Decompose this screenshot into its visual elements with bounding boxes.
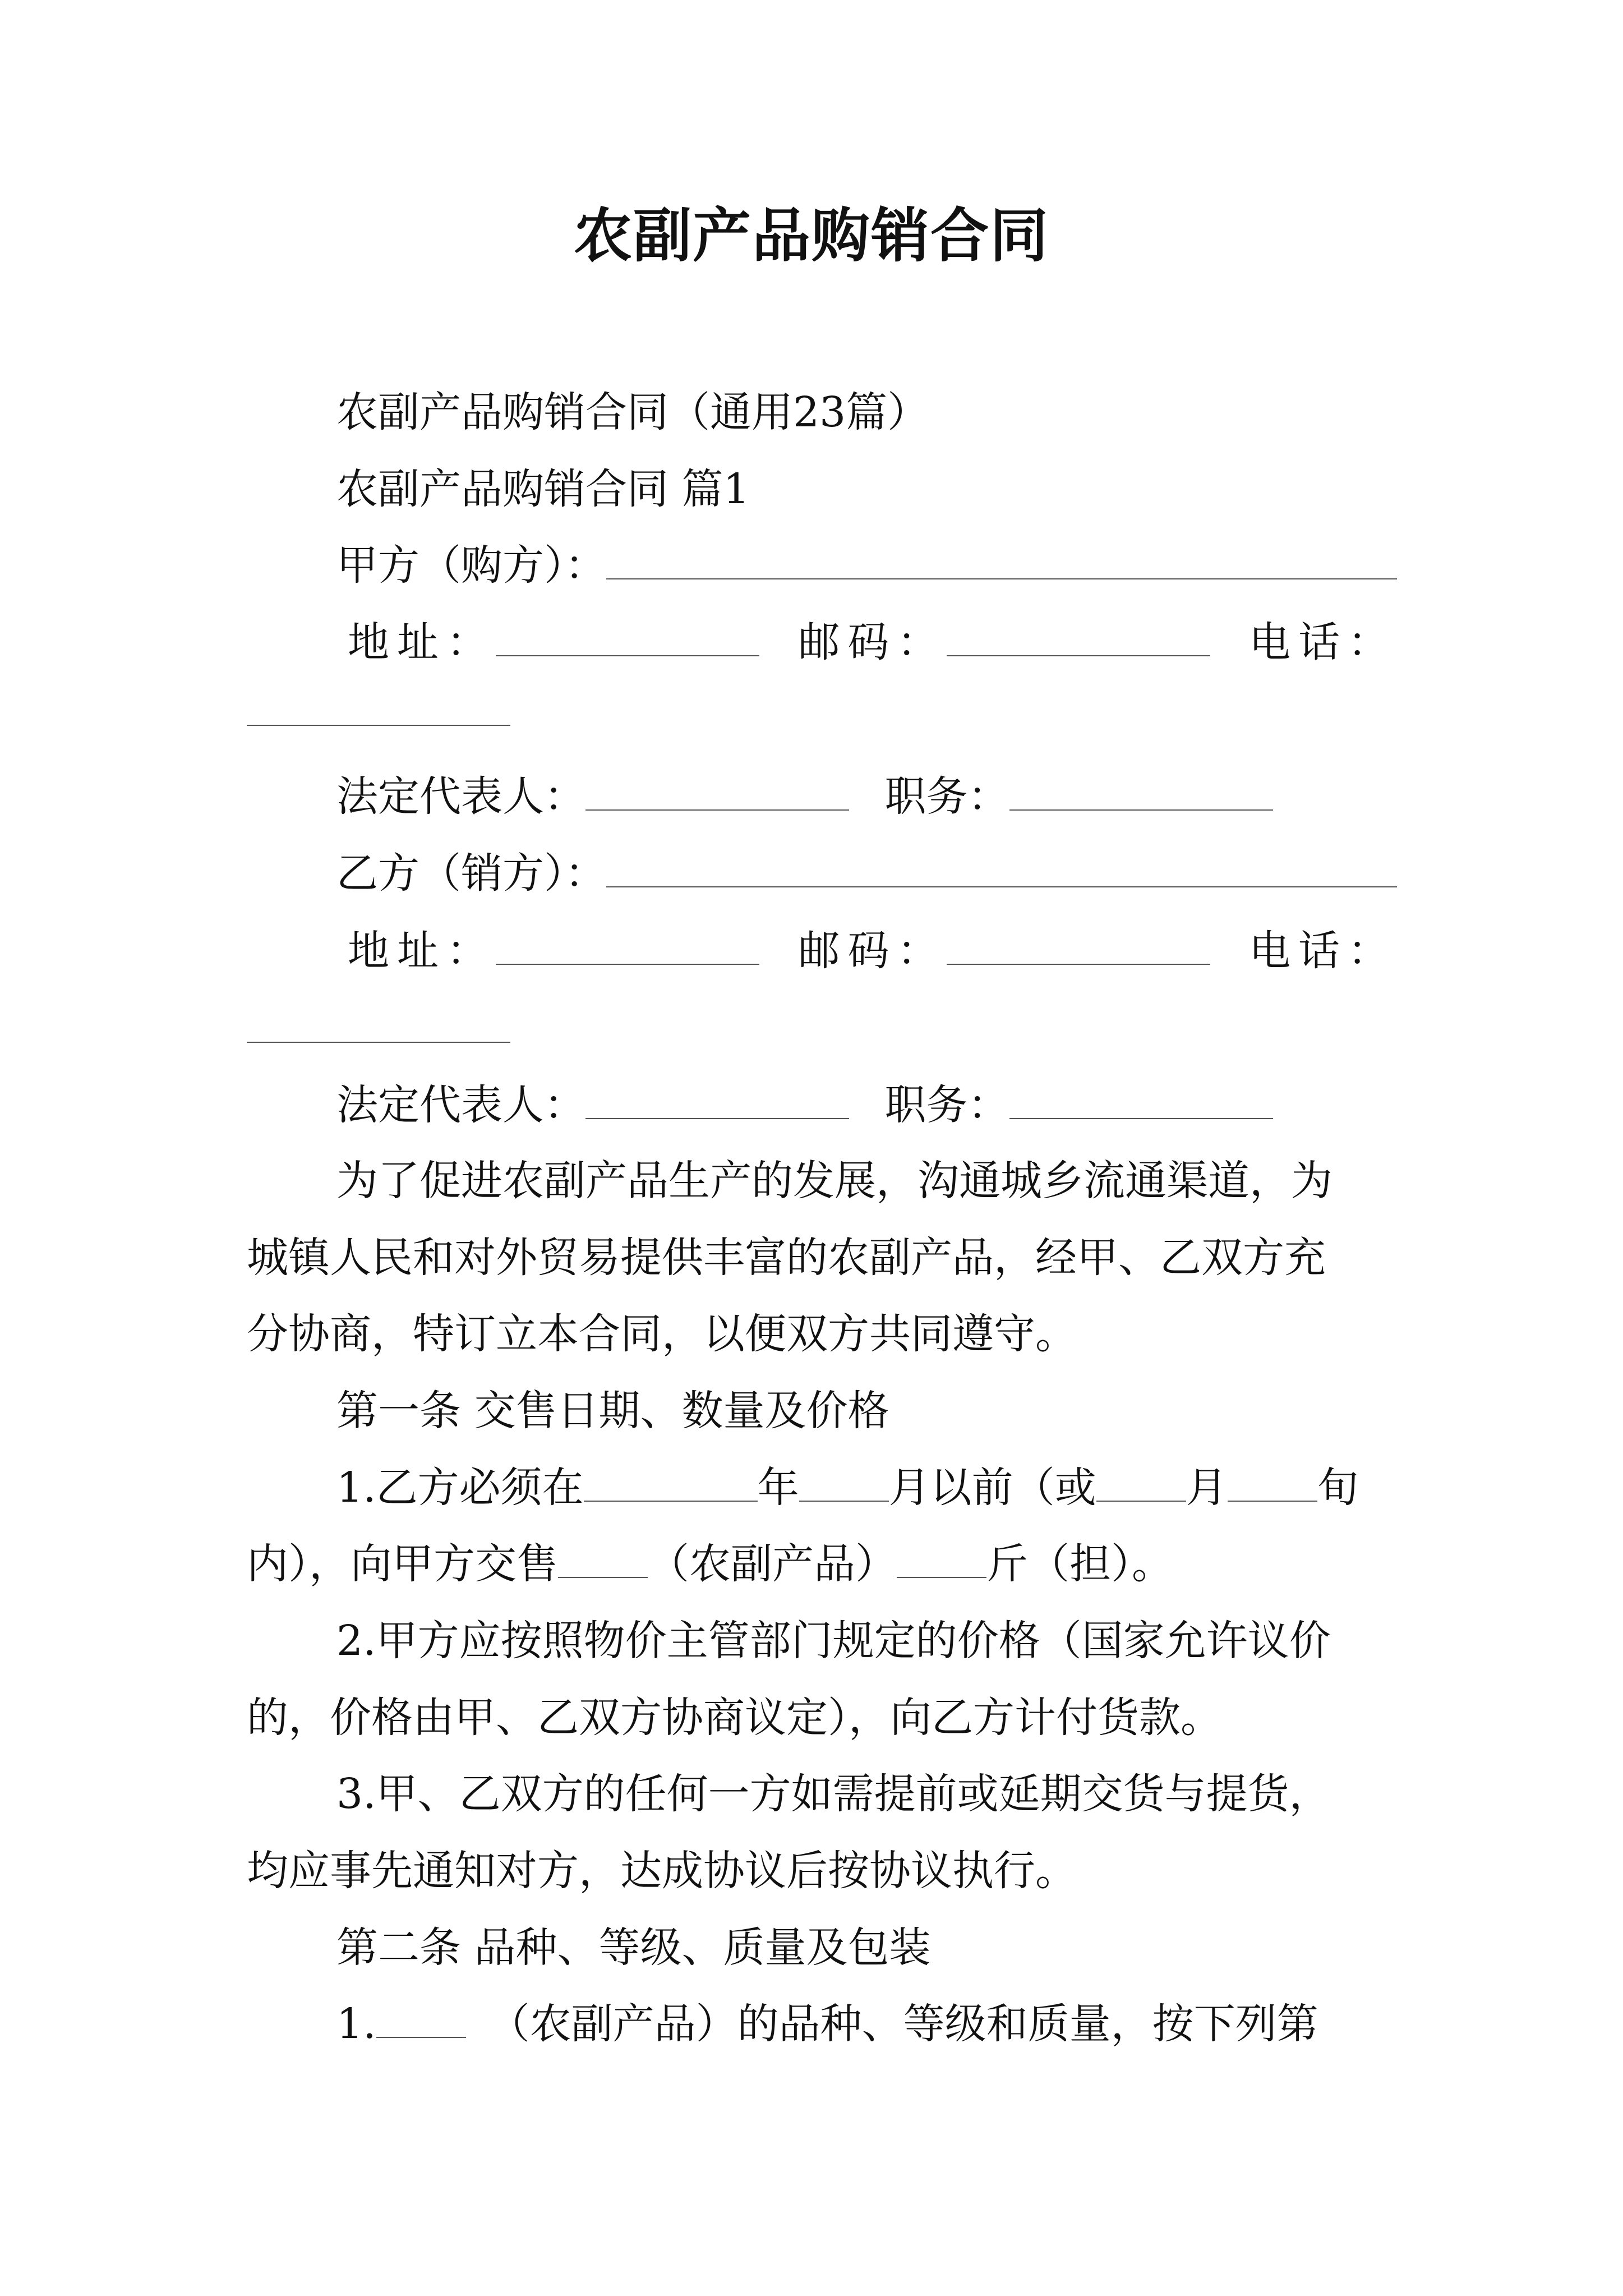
article-1-clause-1-line-2 — [247, 1536, 1402, 1592]
address-label: 地址： — [348, 618, 496, 666]
legal-rep-blank — [585, 1079, 849, 1119]
section-heading: 农副产品购销合同 篇1 — [336, 465, 750, 513]
clause-text: （农副产品） — [648, 1540, 897, 1588]
position-blank — [1009, 1079, 1273, 1119]
phone-blank-continued — [247, 1041, 510, 1043]
clause-text: 年 — [757, 1464, 799, 1512]
phone-blank-continued — [247, 724, 510, 726]
phone-label: 电话： — [1249, 927, 1398, 975]
product-blank — [376, 2003, 466, 2038]
party-b-line — [336, 845, 1402, 901]
article-1-clause-3-line-2: 均应事先通知对方，达成协议后按协议执行。 — [247, 1847, 1077, 1895]
year-blank — [584, 1467, 758, 1502]
article-1-clause-2-line-2: 的，价格由甲、乙双方协商议定），向乙方计付货款。 — [247, 1694, 1222, 1742]
article-2-title: 第二条 品种、等级、质量及包装 — [336, 1924, 931, 1972]
quantity-blank — [897, 1543, 986, 1578]
article-1-title: 第一条 交售日期、数量及价格 — [336, 1387, 889, 1435]
postcode-label: 邮码： — [798, 618, 947, 666]
article-1-clause-2-line-1: 2.甲方应按照物价主管部门规定的价格（国家允许议价 — [336, 1617, 1331, 1665]
legal-rep-label: 法定代表人： — [336, 772, 585, 821]
party-b-label: 乙方（销方）： — [336, 849, 606, 898]
party-a-contact-line — [348, 614, 1503, 670]
party-a-line — [336, 537, 1402, 593]
period-blank — [1228, 1467, 1317, 1502]
month-blank — [799, 1467, 889, 1502]
month-blank — [1096, 1467, 1186, 1502]
clause-text: 月 — [1186, 1464, 1228, 1512]
address-label: 地址： — [348, 927, 496, 975]
clause-text: 旬 — [1317, 1464, 1359, 1512]
postcode-blank — [947, 616, 1210, 656]
address-blank — [496, 616, 759, 656]
clause-text: （农副产品）的品种、等级和质量，按下列第 — [488, 2000, 1318, 2048]
legal-rep-blank — [585, 770, 849, 811]
party-a-rep-line — [336, 769, 1402, 825]
position-label: 职务： — [884, 1081, 1009, 1129]
address-blank — [496, 924, 759, 965]
subtitle-line: 农副产品购销合同（通用23篇） — [336, 388, 929, 436]
article-1-clause-1-line-1 — [336, 1460, 1402, 1516]
clause-text: 1.乙方必须在 — [336, 1464, 584, 1512]
postcode-blank — [947, 924, 1210, 965]
position-label: 职务： — [884, 772, 1009, 821]
clause-text: 内），向甲方交售 — [247, 1540, 558, 1588]
party-a-blank — [606, 539, 1397, 579]
intro-line-2: 城镇人民和对外贸易提供丰富的农副产品，经甲、乙双方充 — [247, 1234, 1326, 1282]
clause-text: 斤（担）。 — [986, 1540, 1173, 1588]
document-title: 农副产品购销合同 — [573, 201, 1049, 270]
clause-text: 月以前（或 — [888, 1464, 1096, 1512]
article-1-clause-3-line-1: 3.甲、乙双方的任何一方如需提前或延期交货与提货， — [336, 1770, 1331, 1818]
legal-rep-label: 法定代表人： — [336, 1081, 585, 1129]
postcode-label: 邮码： — [798, 927, 947, 975]
product-blank — [558, 1543, 648, 1578]
party-b-contact-line — [348, 923, 1503, 979]
article-2-clause-1-line-1 — [336, 1996, 1402, 2052]
position-blank — [1009, 770, 1273, 811]
clause-text: 1. — [336, 2000, 376, 2048]
party-a-label: 甲方（购方）： — [336, 541, 606, 590]
phone-label: 电话： — [1249, 618, 1398, 666]
intro-line-1: 为了促进农副产品生产的发展，沟通城乡流通渠道，为 — [336, 1157, 1332, 1205]
party-b-rep-line — [336, 1077, 1402, 1133]
party-b-blank — [606, 847, 1397, 887]
intro-line-3: 分协商，特订立本合同，以便双方共同遵守。 — [247, 1310, 1077, 1358]
